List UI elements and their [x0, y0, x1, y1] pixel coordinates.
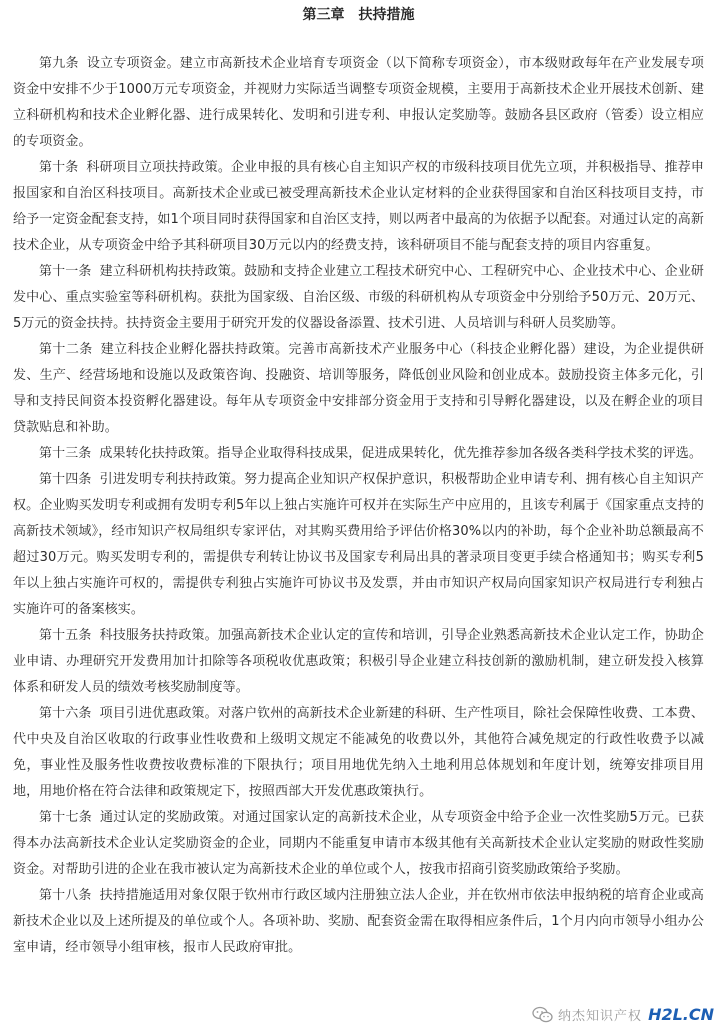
article-18: [13, 883, 704, 961]
wechat-icon: [532, 1006, 554, 1024]
article-17: [13, 805, 704, 883]
article-13: [13, 441, 704, 467]
article-number: 第十七条: [39, 810, 92, 825]
article-11: [13, 259, 704, 337]
watermark-site: H2L.CN: [648, 1005, 714, 1024]
article-12: [13, 337, 704, 441]
article-text: 项目引进优惠政策。对落户钦州的高新技术企业新建的科研、生产性项目，除社会保障性收费、工本费、代中央及自治区收取的行政事业性收费和上级明文规定不能减免的收费以外，其他符合减免规定的行政性收费予以减免，事业性及服务性收费按收费标准的下限执行；项目用地优先纳入土地利用总体规划和年度计划，统筹安排项目用地，用地价格在符合法律和政策规定下，按照西部大开发优惠政策执行。: [13, 706, 704, 799]
article-number: 第九条: [39, 56, 79, 71]
article-text: 通过认定的奖励政策。对通过国家认定的高新技术企业，从专项资金中给予企业一次性奖励5万元。已获得本办法高新技术企业认定奖励资金的企业，同期内不能重复申请市本级其他有关高新技术企业认定奖励的财政性奖励资金。对帮助引进的企业在我市被认定为高新技术企业的单位或个人，按我市招商引资奖励政策给予奖励。: [13, 810, 704, 877]
article-9: [13, 51, 704, 155]
article-text: 建立科技企业孵化器扶持政策。完善市高新技术产业服务中心（科技企业孵化器）建设，为企业提供研发、生产、经营场地和设施以及政策咨询、投融资、培训等服务，降低创业风险和创业成本。鼓励投资主体多元化，引导和支持民间资本投资孵化器建设。每年从专项资金中安排部分资金用于支持和引导孵化器建设，以及在孵企业的项目贷款贴息和补助。: [13, 342, 704, 435]
article-text: 科研项目立项扶持政策。企业申报的具有核心自主知识产权的市级科技项目优先立项，并积极指导、推荐申报国家和自治区科技项目。高新技术企业或已被受理高新技术企业认定材料的企业获得国家和自治区科技项目支持，市给予一定资金配套支持，如1个项目同时获得国家和自治区支持，则以两者中最高的为依据予以配套。对通过认定的高新技术企业，从专项资金中给予其科研项目30万元以内的经费支持，该科研项目不能与配套支持的项目内容重复。: [13, 160, 704, 253]
article-text: 科技服务扶持政策。加强高新技术企业认定的宣传和培训，引导企业熟悉高新技术企业认定工作，协助企业申请、办理研究开发费用加计扣除等各项税收优惠政策；积极引导企业建立科技创新的激励机制，建立研发投入核算体系和研发人员的绩效考核奖励制度等。: [13, 628, 704, 695]
article-text: 设立专项资金。建立市高新技术企业培育专项资金（以下简称专项资金），市本级财政每年在产业发展专项资金中安排不少于1000万元专项资金，并视财力实际适当调整专项资金规模，主要用于高新技术企业开展技术创新、建立科研机构和技术企业孵化器、进行成果转化、发明和引进专利、申报认定奖励等。鼓励各县区政府（管委）设立相应的专项资金。: [13, 56, 704, 149]
article-number: 第十二条: [39, 342, 93, 357]
chapter-title: 第三章 扶持措施: [302, 7, 415, 23]
article-text: 建立科研机构扶持政策。鼓励和支持企业建立工程技术研究中心、工程研究中心、企业技术中心、企业研发中心、重点实验室等科研机构。获批为国家级、自治区级、市级的科研机构从专项资金中分别给予50万元、20万元、5万元的资金扶持。扶持资金主要用于研究开发的仪器设备添置、技术引进、人员培训与科研人员奖励等。: [13, 264, 704, 331]
article-number: 第十三条: [39, 446, 92, 461]
article-number: 第十四条: [39, 472, 92, 487]
article-10: [13, 155, 704, 259]
article-15: [13, 623, 704, 701]
watermark-account: 纳杰知识产权: [558, 1009, 643, 1024]
article-number: 第十一条: [39, 264, 92, 279]
article-text: 扶持措施适用对象仅限于钦州市行政区域内注册独立法人企业，并在钦州市依法申报纳税的培育企业或高新技术企业以及上述所提及的单位或个人。各项补助、奖励、配套资金需在取得相应条件后，1个月内向市领导小组办公室申请，经市领导小组审核，报市人民政府审批。: [13, 888, 704, 955]
article-14: [13, 467, 704, 623]
article-number: 第十五条: [39, 628, 92, 643]
watermark: [532, 1005, 714, 1024]
article-number: 第十条: [39, 160, 79, 175]
article-number: 第十六条: [39, 706, 92, 721]
article-16: [13, 701, 704, 805]
article-text: 引进发明专利扶持政策。努力提高企业知识产权保护意识，积极帮助企业申请专利、拥有核心自主知识产权。企业购买发明专利或拥有发明专利5年以上独占实施许可权并在实际生产中应用的，且该专利属于《国家重点支持的高新技术领域》，经市知识产权局组织专家评估，对其购买费用给予评估价格30%以内的补助，每个企业补助总额最高不超过30万元。购买发明专利的，需提供专利转让协议书及国家专利局出具的著录项目变更手续合格通知书；购买专利5年以上独占实施许可权的，需提供专利独占实施许可协议书及发票，并由市知识产权局向国家知识产权局进行专利独占实施许可的备案核实。: [13, 472, 704, 617]
article-number: 第十八条: [39, 888, 92, 903]
article-text: 成果转化扶持政策。指导企业取得科技成果，促进成果转化，优先推荐参加各级各类科学技术奖的评选。: [99, 446, 703, 461]
